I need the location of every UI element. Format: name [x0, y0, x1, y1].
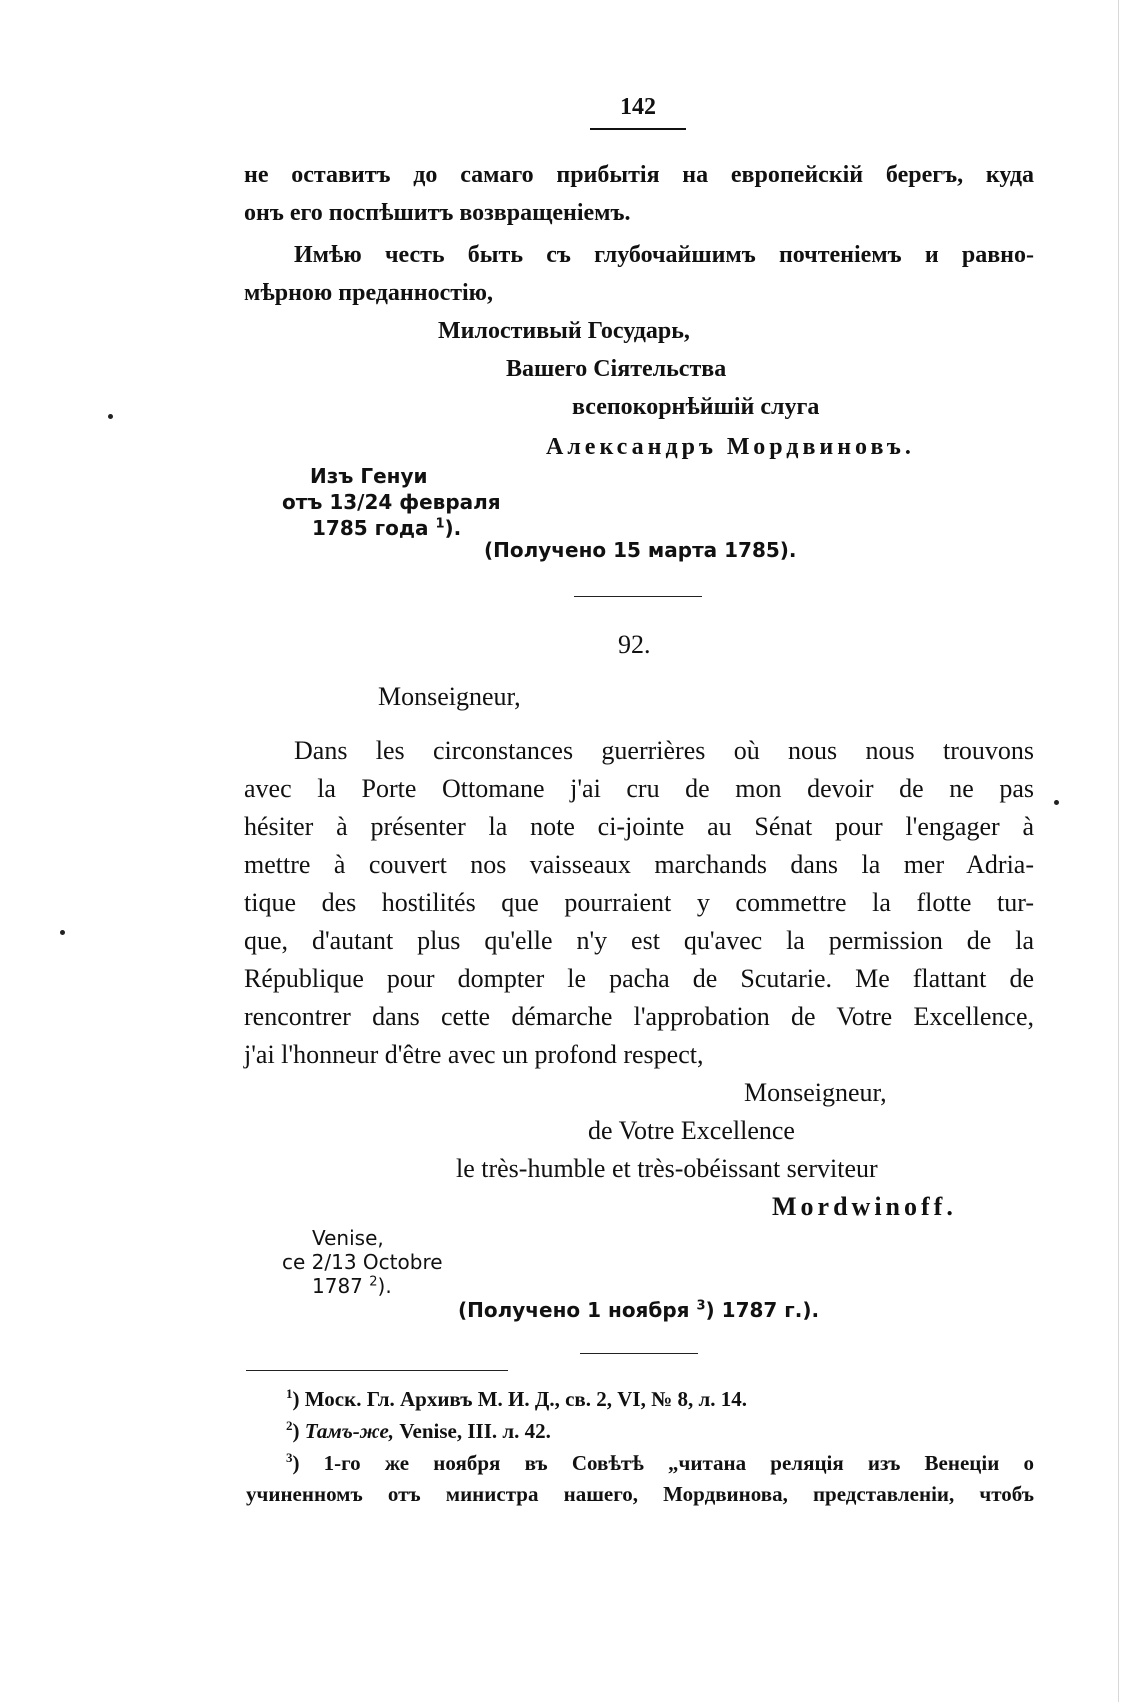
russian-honorific: Вашего Сіятельства	[506, 356, 727, 382]
french-place-line-1: Venise,	[312, 1226, 384, 1250]
french-body-line-2: avec la Porte Ottomane j'ai cru de mon devoir de ne pas	[244, 774, 1034, 803]
document-number: 92.	[618, 630, 651, 659]
scan-speck	[1054, 800, 1059, 805]
russian-line-2: онъ его поспѣшитъ возвращеніемъ.	[244, 200, 631, 226]
russian-para-line-2: мѣрною преданностію,	[244, 280, 494, 306]
russian-line-1: не оставитъ до самаго прибытія на европейскій берегъ, куда	[244, 162, 1034, 188]
page-number: 142	[620, 94, 656, 120]
french-closing-of: de Votre Excellence	[588, 1116, 795, 1145]
section-divider-2	[580, 1353, 698, 1354]
section-divider	[574, 596, 702, 597]
page-number-rule	[590, 128, 686, 130]
page-edge-line	[1118, 0, 1119, 1702]
footnote-3: $^3$) 1-го же ноября въ Совѣтѣ „читана реляція изъ Венеціи о	[286, 1450, 1034, 1475]
russian-para-line-1: Имѣю честь быть съ глубочайшимъ почтеніемъ и равно-	[294, 242, 1034, 268]
footnote-3-continued: учиненномъ отъ министра нашего, Мордвинова, представленіи, чтобъ	[246, 1482, 1034, 1506]
footnote-1: $^1$) Моск. Гл. Архивъ М. И. Д., св. 2, VI, № 8, л. 14.	[286, 1386, 747, 1411]
french-body-line-3: hésiter à présenter la note ci-jointe au Sénat pour l'engager à	[244, 812, 1034, 841]
french-body-line-5: tique des hostilités que pourraient y commettre la flotte tur-	[244, 888, 1034, 917]
french-received-note: (Получено 1 ноября $^3$) 1787 г.).	[458, 1298, 820, 1322]
russian-place-line-1: Изъ Генуи	[310, 464, 428, 488]
russian-place-line-2: отъ 13/24 февраля	[282, 490, 501, 514]
scan-speck	[108, 414, 113, 419]
russian-received-note: (Получено 15 марта 1785).	[484, 538, 797, 562]
french-place-line-2: ce 2/13 Octobre	[282, 1250, 443, 1274]
russian-servant-line: всепокорнѣйшій слуга	[572, 394, 820, 420]
french-greeting: Monseigneur,	[378, 682, 521, 711]
french-body-line-8: rencontrer dans cette démarche l'approbation de Votre Excellence,	[244, 1002, 1034, 1031]
french-closing-servant: le très-humble et très-obéissant serviteur	[456, 1154, 878, 1183]
french-closing-salutation: Monseigneur,	[744, 1078, 887, 1107]
french-body-line-7: République pour dompter le pacha de Scutarie. Me flattant de	[244, 964, 1034, 993]
russian-salutation: Милостивый Государь,	[438, 318, 690, 344]
french-body-line-6: que, d'autant plus qu'elle n'y est qu'avec la permission de la	[244, 926, 1034, 955]
french-body-line-9: j'ai l'honneur d'être avec un profond respect,	[244, 1040, 704, 1069]
russian-signature: Александръ Мордвиновъ.	[546, 434, 915, 460]
russian-place-line-3: 1785 года $^1$).	[312, 516, 462, 540]
french-signature: Mordwinoff.	[772, 1192, 957, 1221]
footnote-2: $^2$) Тамъ-же, Venise, III. л. 42.	[286, 1418, 551, 1443]
scan-speck	[60, 930, 65, 935]
footnote-rule	[246, 1370, 508, 1371]
french-body-line-4: mettre à couvert nos vaisseaux marchands dans la mer Adria-	[244, 850, 1034, 879]
french-place-line-3: 1787 $^2$).	[312, 1274, 392, 1298]
french-body-line-1: Dans les circonstances guerrières où nous nous trouvons	[294, 736, 1034, 765]
